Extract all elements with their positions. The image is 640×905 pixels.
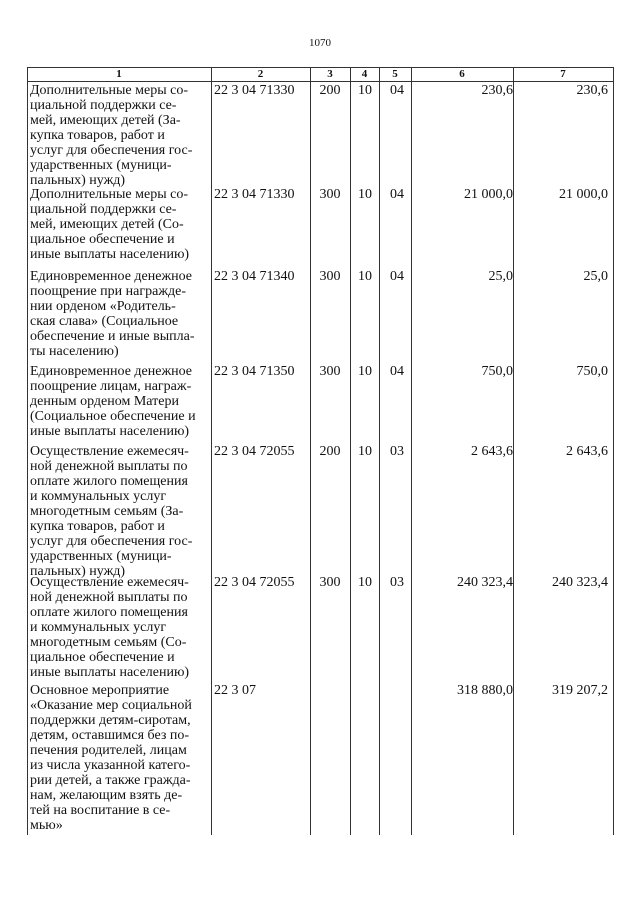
row-description: Единовременное денежное поощрение при награжде- нии орденом «Родитель- ская слава» (Социальное обеспечение и иные выпла- ты населению) xyxy=(30,269,195,359)
row-col-4: 10 xyxy=(358,444,372,459)
row-col-4: 10 xyxy=(358,575,372,590)
row-code: 22 3 04 72055 xyxy=(214,575,295,590)
row-description: Осуществление ежемесяч- ной денежной выплаты по оплате жилого помещения и коммунальных услуг многодетным семьям (За- купка товаров, работ и услуг для обеспечения гос- ударственных (муници- пальных) нужд) xyxy=(30,444,193,579)
header-col-3: 3 xyxy=(327,68,333,80)
row-amount-7: 750,0 xyxy=(576,364,608,379)
row-amount-6: 230,6 xyxy=(481,83,513,98)
row-amount-7: 240 323,4 xyxy=(552,575,608,590)
header-col-1: 1 xyxy=(116,68,122,80)
row-description: Дополнительные меры со- циальной поддержки се- мей, имеющих детей (Со- циальное обеспечение и иные выплаты населению) xyxy=(30,187,190,262)
row-col-4: 10 xyxy=(358,83,372,98)
row-col-4: 10 xyxy=(358,269,372,284)
page-number: 1070 xyxy=(309,37,331,49)
row-col-3: 200 xyxy=(319,444,341,459)
row-code: 22 3 04 71330 xyxy=(214,83,295,98)
column-divider xyxy=(513,67,514,835)
row-col-4: 10 xyxy=(358,364,372,379)
header-col-5: 5 xyxy=(392,68,398,80)
header-col-7: 7 xyxy=(560,68,566,80)
row-code: 22 3 04 71330 xyxy=(214,187,295,202)
row-col-5: 04 xyxy=(390,83,404,98)
header-col-2: 2 xyxy=(257,68,264,80)
row-col-5: 04 xyxy=(390,364,404,379)
budget-table xyxy=(27,67,640,835)
row-amount-6: 2 643,6 xyxy=(471,444,513,459)
row-description: Дополнительные меры со- циальной поддержки се- мей, имеющих детей (За- купка товаров, работ и услуг для обеспечения гос- ударственных (муници- пальных) нужд) xyxy=(30,83,193,188)
row-amount-6: 318 880,0 xyxy=(457,683,513,698)
row-col-4: 10 xyxy=(358,187,372,202)
row-description: Осуществление ежемесяч- ной денежной выплаты по оплате жилого помещения и коммунальных услуг многодетным семьям (Со- циальное обеспечение и иные выплаты населению) xyxy=(30,575,190,680)
header-col-6: 6 xyxy=(459,68,465,80)
row-amount-7: 2 643,6 xyxy=(566,444,608,459)
column-divider xyxy=(211,67,212,835)
row-amount-7: 319 207,2 xyxy=(552,683,608,698)
column-divider xyxy=(379,67,380,835)
row-col-5: 04 xyxy=(390,269,404,284)
table-border-left xyxy=(27,67,28,835)
row-amount-7: 25,0 xyxy=(583,269,608,284)
row-amount-6: 240 323,4 xyxy=(457,575,513,590)
row-code: 22 3 04 71340 xyxy=(214,269,295,284)
row-description: Единовременное денежное поощрение лицам, награж- денным орденом Матери (Социальное обеспечение и иные выплаты населению) xyxy=(30,364,196,439)
row-col-5: 03 xyxy=(390,444,404,459)
row-col-3: 300 xyxy=(319,575,341,590)
row-col-3: 300 xyxy=(319,364,341,379)
row-code: 22 3 04 71350 xyxy=(214,364,295,379)
row-col-3: 200 xyxy=(319,83,341,98)
header-bottom-rule xyxy=(27,81,613,82)
row-col-5: 04 xyxy=(390,187,404,202)
row-amount-7: 230,6 xyxy=(576,83,608,98)
row-amount-6: 21 000,0 xyxy=(464,187,513,202)
row-col-3: 300 xyxy=(319,187,341,202)
row-amount-7: 21 000,0 xyxy=(559,187,608,202)
row-col-3: 300 xyxy=(319,269,341,284)
table-border-right xyxy=(613,67,614,835)
row-description: Основное мероприятие «Оказание мер социальной поддержки детям-сиротам, детям, оставшимся без по- печения родителей, лицам из числа указанной катего- рии детей, а также гражда- нам, желающим взять де- тей на воспитание в се- мью» xyxy=(30,683,192,833)
row-code: 22 3 04 72055 xyxy=(214,444,295,459)
row-col-5: 03 xyxy=(390,575,404,590)
row-code: 22 3 07 xyxy=(214,683,256,698)
column-divider xyxy=(350,67,351,835)
row-amount-6: 25,0 xyxy=(488,269,513,284)
header-col-4: 4 xyxy=(361,68,368,80)
row-amount-6: 750,0 xyxy=(481,364,513,379)
